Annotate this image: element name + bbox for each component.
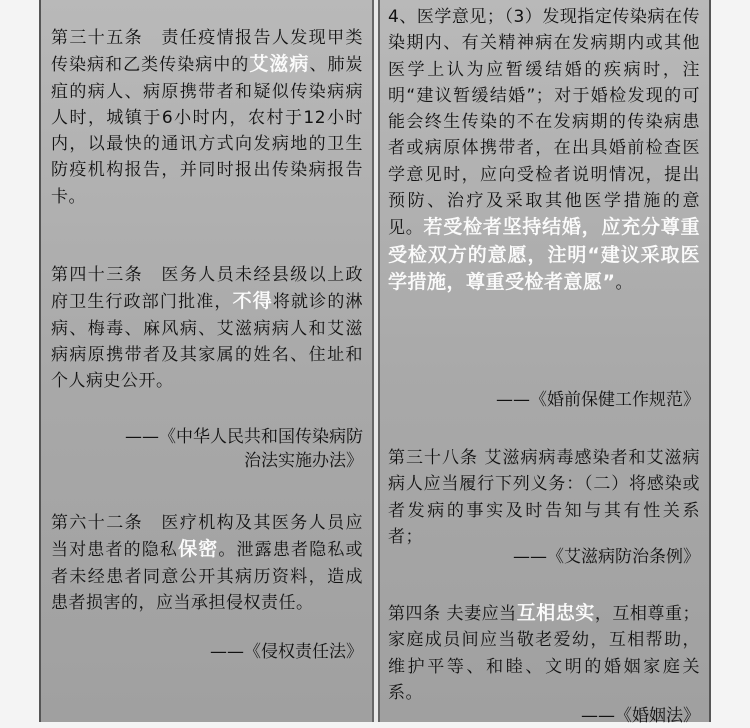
article-62 [51,510,363,616]
article-4-highlight: 互相忠实 [516,602,595,624]
source-epidemic-law-line2: 治法实施办法》 [244,451,363,471]
marriage-check-text: 4、医学意见；（3）发现指定传染病在传染期内、有关精神病在发病期内或其他医学上认为应暂缓结婚的疾病时，注明“建议暂缓结婚”；对于婚检发现的可能会终生传染的不在发病期的传染病患者或病原体携带者，在出具婚前检查医学意见时，应向受检者说明情况，提出预防、治疗及采取其他医学措施的意见。 [388,7,700,239]
source-marriage-law: ——《婚姻法》 [581,706,700,726]
article-43-highlight: 不得 [232,290,273,313]
article-38: 第三十八条 艾滋病病毒感染者和艾滋病病人应当履行下列义务：（二）将感染或者发病的事实及时告知与其有性关系者； [388,448,700,547]
source-epidemic-law [51,425,363,473]
left-column [39,0,374,722]
marriage-check-text-end: 。 [615,272,633,293]
article-4-text: 第四条 夫妻应当 [388,604,517,624]
source-tort-law: ——《侵权责任法》 [210,642,363,662]
article-35-text-end: 、肺炭疽的病人、病原携带者和疑似传染病病人时，城镇于6小时内，农村于12小时内，以最快的通讯方式向发病地的卫生防疫机构报告，并同时报出传染病报告卡。 [51,55,363,207]
article-4 [388,600,700,706]
article-43-text: 第四十三条 医务人员未经县级以上政府卫生行政部门批准， [51,265,363,313]
marriage-check-opinion [388,4,700,296]
article-43-text-end: 将就诊的淋病、梅毒、麻风病、艾滋病病人和艾滋病病原携带者及其家属的姓名、住址和个人病史公开。 [51,292,363,392]
article-62-text: 第六十二条 医疗机构及其医务人员应当对患者的隐私 [51,513,363,561]
article-62-text-end: 。泄露患者隐私或者未经患者同意公开其病历资料，造成患者损害的，应当承担侵权责任。 [51,540,363,613]
article-35-text: 第三十五条 责任疫情报告人发现甲类传染病和乙类传染病中的 [51,28,363,76]
right-column [378,0,711,726]
marriage-check-highlight: 若受检者坚持结婚，应充分尊重受检双方的意愿，注明“建议采取医学措施，尊重受检者意愿” [388,216,700,293]
article-4-text-end: ，互相尊重；家庭成员间应当敬老爱幼，互相帮助，维护平等、和睦、文明的婚姻家庭关系。 [388,604,700,703]
article-35-highlight: 艾滋病 [249,53,310,76]
article-62-highlight: 保密 [178,538,219,561]
source-aids-regulation: ——《艾滋病防治条例》 [513,547,700,567]
source-premarital-standard: ——《婚前保健工作规范》 [496,390,700,410]
article-35 [51,25,363,210]
source-epidemic-law-line1: ——《中华人民共和国传染病防 [125,427,363,447]
article-43 [51,262,363,394]
